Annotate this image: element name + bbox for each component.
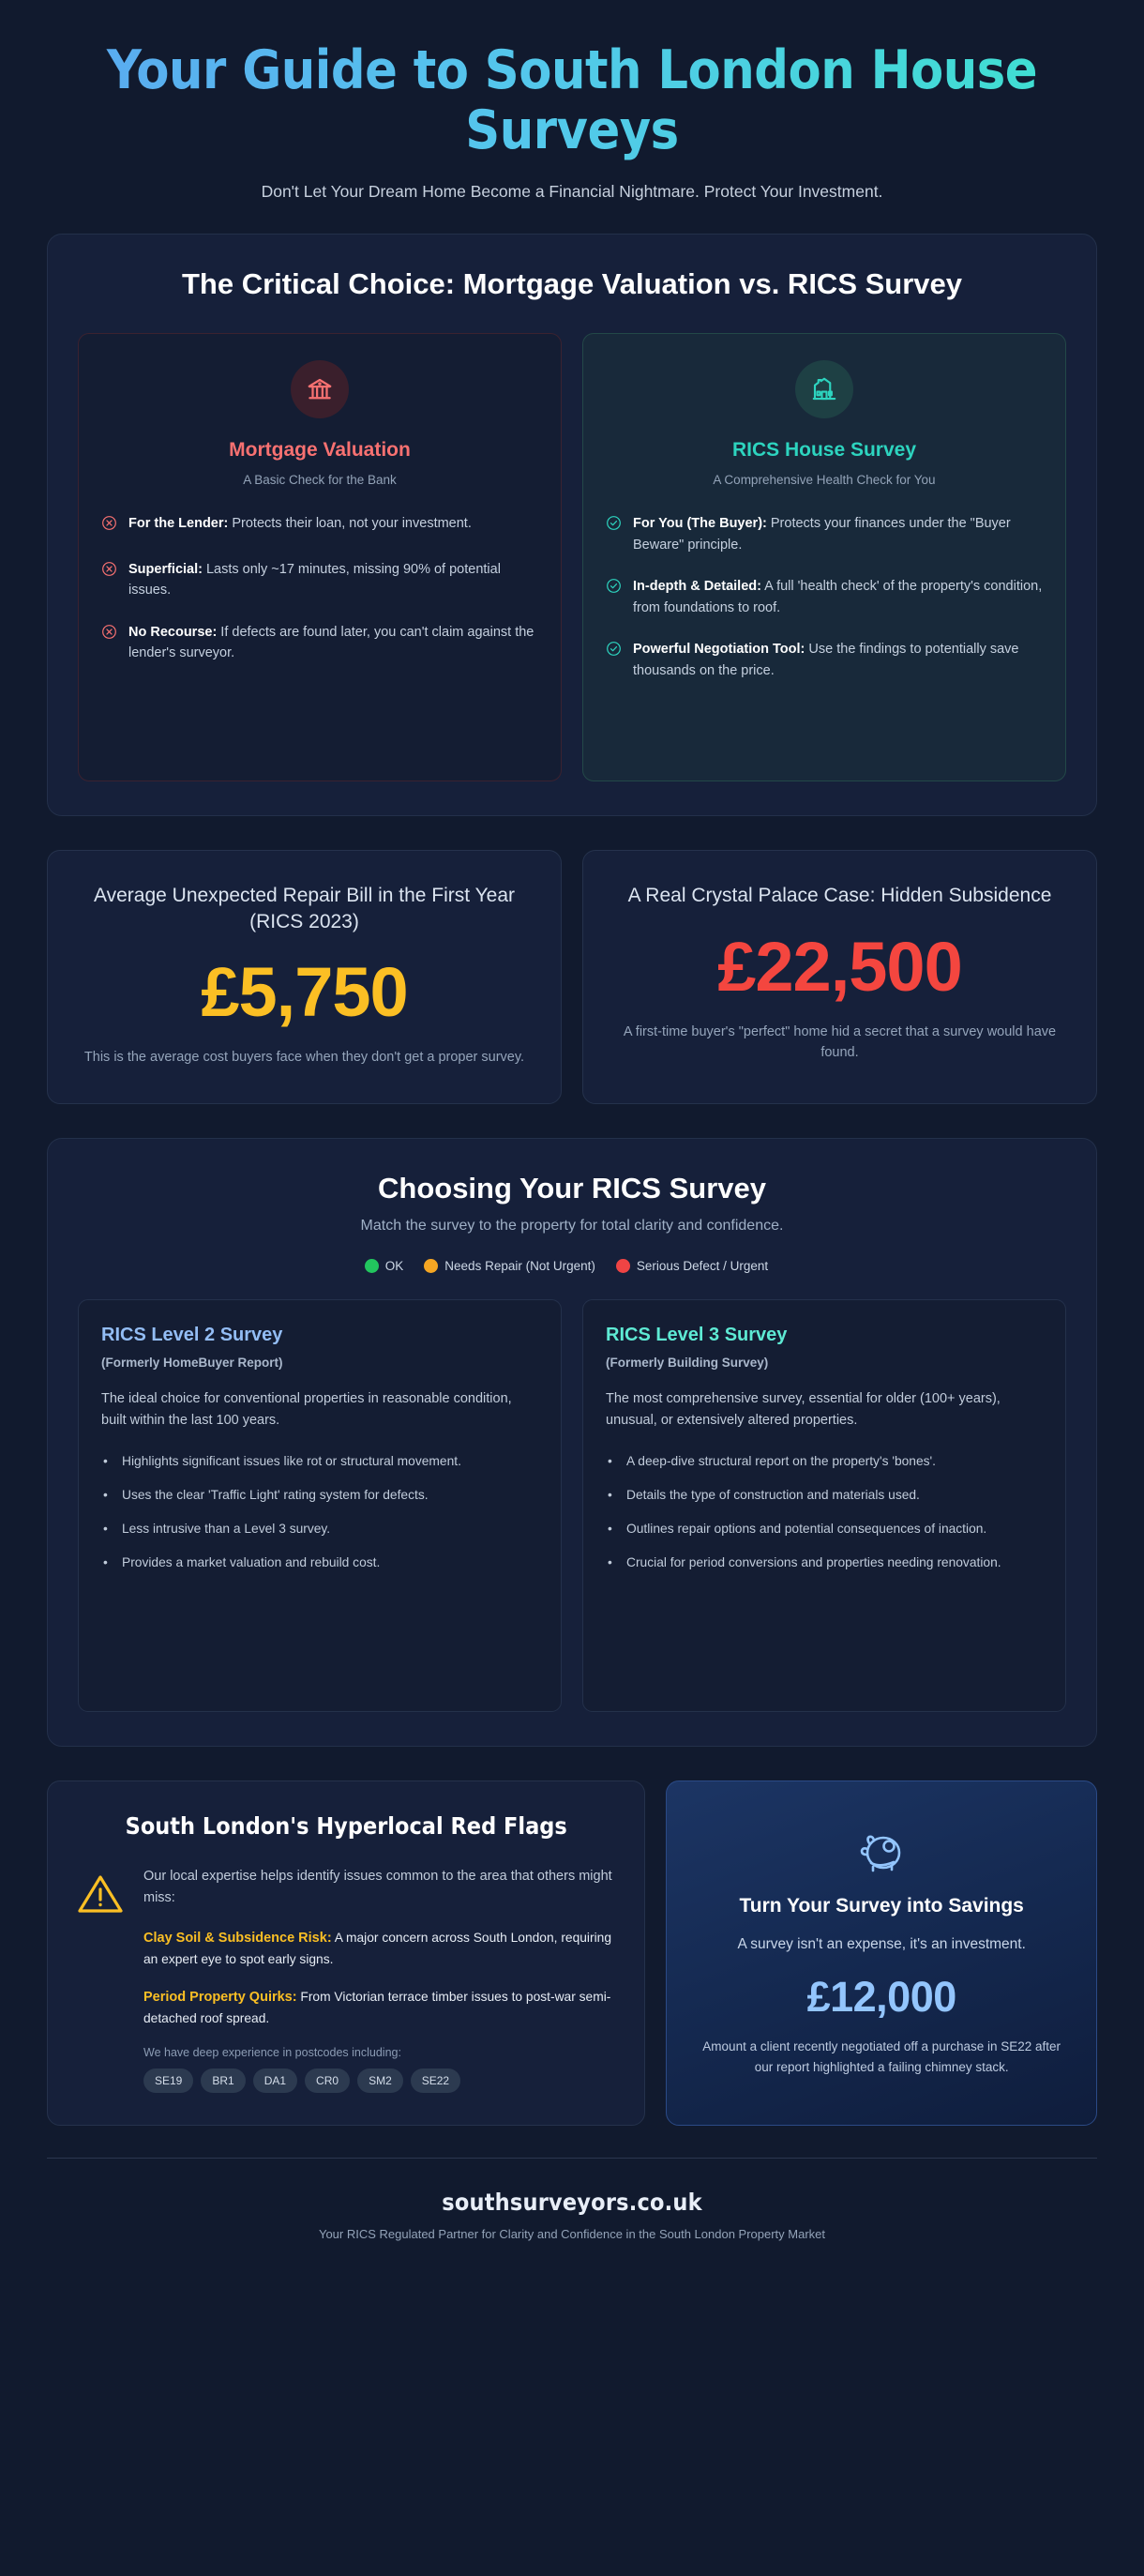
house-inspection-icon	[795, 360, 853, 418]
circle-x-icon	[101, 561, 117, 601]
savings-note: Amount a client recently negotiated off a purchase in SE22 after our report highlighted a failing chimney stack.	[702, 2038, 1061, 2074]
savings-heading: Turn Your Survey into Savings	[739, 1895, 1024, 1917]
red-flag-lead: Period Property Quirks:	[143, 1990, 297, 2006]
stat-note: A first-time buyer's "perfect" home hid a secret that a survey would have found.	[623, 1023, 1057, 1061]
level-title: RICS Level 3 Survey	[606, 1325, 788, 1346]
amber-dot-icon	[424, 1259, 438, 1273]
bullet-lead: For You (The Buyer):	[633, 516, 767, 532]
red-flags-text	[143, 1866, 616, 2094]
bullet-lead: No Recourse:	[128, 624, 218, 640]
level-former-name: (Formerly HomeBuyer Report)	[101, 1356, 283, 1371]
survey-levels-grid	[78, 1299, 1066, 1712]
bullet-text: Use the findings to potentially save thousands on the price.	[633, 642, 1019, 678]
list-item: • Outlines repair options and potential consequences of inaction.	[606, 1519, 1043, 1539]
stat-card-repair-bill	[47, 850, 562, 1104]
rics-house-survey-bullets	[606, 513, 1043, 681]
comparison-section	[47, 234, 1097, 817]
list-item: • Crucial for period conversions and properties needing renovation.	[606, 1553, 1043, 1573]
circle-check-icon	[606, 515, 622, 555]
level-description: The ideal choice for conventional properties in reasonable condition, built within the last 100 years.	[101, 1391, 512, 1429]
stat-title: A Real Crystal Palace Case: Hidden Subsidence	[627, 885, 1052, 907]
choosing-heading: Choosing Your RICS Survey	[378, 1172, 766, 1205]
level-description: The most comprehensive survey, essential for older (100+ years), unusual, or extensively altered properties.	[606, 1391, 1001, 1429]
bullet-text: Lasts only ~17 minutes, missing 90% of potential issues.	[128, 561, 501, 599]
bullet-lead: Superficial:	[128, 561, 203, 577]
circle-check-icon	[606, 641, 622, 681]
choosing-subheading: Match the survey to the property for total clarity and confidence.	[360, 1218, 784, 1235]
bank-icon	[291, 360, 349, 418]
list-item: • A deep-dive structural report on the property's 'bones'.	[606, 1451, 1043, 1472]
piggy-bank-icon	[693, 1829, 1070, 1876]
circle-x-icon	[101, 624, 117, 664]
mortgage-valuation-tagline: A Basic Check for the Bank	[243, 473, 397, 488]
level-former-name: (Formerly Building Survey)	[606, 1356, 769, 1371]
traffic-light-legend	[78, 1259, 1066, 1273]
green-dot-icon	[365, 1259, 379, 1273]
footer	[47, 2158, 1097, 2284]
page-subtitle: Don't Let Your Dream Home Become a Financial Nightmare. Protect Your Investment.	[261, 181, 883, 201]
red-flag-lead: Clay Soil & Subsidence Risk:	[143, 1930, 332, 1946]
circle-check-icon	[606, 578, 622, 618]
postcode-chip: SE22	[411, 2068, 460, 2093]
rics-house-survey-card	[582, 333, 1066, 781]
postcode-chip: BR1	[201, 2068, 245, 2093]
legend-label: Needs Repair (Not Urgent)	[444, 1259, 595, 1274]
legend-item-ok	[365, 1259, 404, 1273]
savings-value: £12,000	[806, 1972, 956, 2021]
stat-value: £5,750	[201, 953, 408, 1032]
rics-house-survey-title: RICS House Survey	[731, 439, 917, 462]
list-item	[101, 622, 538, 664]
hero-section	[0, 0, 1144, 234]
red-flag-text: A major concern across South London, requiring an expert eye to spot early signs.	[143, 1930, 612, 1967]
postcode-lead: We have deep experience in postcodes including:	[143, 2046, 401, 2060]
savings-card	[666, 1780, 1097, 2126]
legend-item-needs-repair	[424, 1259, 595, 1273]
red-flag-item	[143, 1928, 616, 1970]
red-dot-icon	[616, 1259, 630, 1273]
legend-label: OK	[384, 1259, 404, 1274]
bullet-lead: In-depth & Detailed:	[633, 579, 761, 595]
level-points-list	[101, 1451, 538, 1573]
postcode-chip-list	[143, 2068, 616, 2093]
red-flags-intro: Our local expertise helps identify issues common to the area that others might miss:	[143, 1868, 612, 1905]
bullet-text: If defects are found later, you can't claim against the lender's surveyor.	[128, 624, 534, 661]
stat-value: £22,500	[717, 927, 962, 1006]
list-item	[606, 513, 1043, 555]
bullet-text: Protects their loan, not your investment.	[228, 516, 472, 532]
postcode-chip: CR0	[305, 2068, 350, 2093]
bullet-text: A full 'health check' of the property's condition, from foundations to roof.	[633, 579, 1043, 615]
footer-tagline: Your RICS Regulated Partner for Clarity and Confidence in the South London Property Market	[318, 2227, 826, 2242]
list-item	[101, 513, 538, 538]
red-flag-text: From Victorian terrace timber issues to post-war semi-detached roof spread.	[143, 1990, 611, 2026]
bullet-lead: For the Lender:	[128, 516, 229, 532]
list-item: • Details the type of construction and materials used.	[606, 1485, 1043, 1506]
bullet-lead: Powerful Negotiation Tool:	[633, 642, 805, 658]
red-flags-card	[47, 1780, 645, 2126]
list-item: • Highlights significant issues like rot or structural movement.	[101, 1451, 538, 1472]
mortgage-valuation-bullets	[101, 513, 538, 663]
stat-title: Average Unexpected Repair Bill in the First Year (RICS 2023)	[93, 885, 516, 932]
list-item	[101, 559, 538, 601]
survey-level-3-card	[582, 1299, 1066, 1712]
postcode-chip: SM2	[357, 2068, 403, 2093]
mortgage-valuation-title: Mortgage Valuation	[229, 439, 411, 462]
stat-note: This is the average cost buyers face when they don't get a proper survey.	[83, 1049, 525, 1065]
red-flag-item	[143, 1987, 616, 2029]
list-item	[606, 576, 1043, 618]
statistics-row	[47, 850, 1097, 1104]
comparison-grid	[78, 333, 1066, 781]
bullet-text: Protects your finances under the "Buyer Beware" principle.	[633, 516, 1011, 553]
legend-label: Serious Defect / Urgent	[636, 1259, 769, 1274]
mortgage-valuation-card	[78, 333, 562, 781]
list-item	[606, 639, 1043, 681]
red-flags-body	[76, 1866, 616, 2094]
legend-item-serious-defect	[616, 1259, 768, 1273]
list-item: • Less intrusive than a Level 3 survey.	[101, 1519, 538, 1539]
choosing-survey-section	[47, 1138, 1097, 1747]
level-points-list	[606, 1451, 1043, 1573]
circle-x-icon	[101, 515, 117, 538]
stat-card-subsidence-case	[582, 850, 1097, 1104]
survey-level-2-card	[78, 1299, 562, 1712]
rics-house-survey-tagline: A Comprehensive Health Check for You	[713, 473, 936, 488]
postcode-chip: SE19	[143, 2068, 193, 2093]
list-item: • Uses the clear 'Traffic Light' rating system for defects.	[101, 1485, 538, 1506]
page-title: Your Guide to South London House Surveys	[56, 41, 1088, 161]
postcode-chip: DA1	[253, 2068, 297, 2093]
list-item: • Provides a market valuation and rebuild cost.	[101, 1553, 538, 1573]
warning-triangle-icon	[76, 1866, 125, 2094]
footer-site-name: southsurveyors.co.uk	[442, 2189, 702, 2217]
red-flags-heading: South London's Hyperlocal Red Flags	[125, 1812, 567, 1841]
comparison-heading: The Critical Choice: Mortgage Valuation vs. RICS Survey	[181, 266, 963, 300]
level-title: RICS Level 2 Survey	[101, 1325, 283, 1346]
savings-subtitle: A survey isn't an expense, it's an investment.	[737, 1936, 1026, 1953]
bottom-row	[47, 1780, 1097, 2126]
